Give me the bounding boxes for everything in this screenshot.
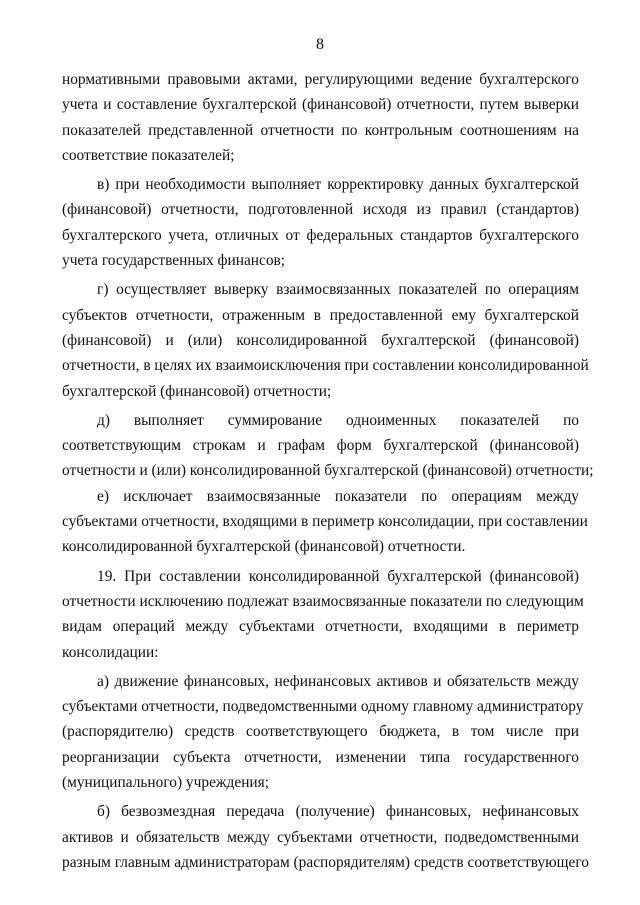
text-line: е) исключает взаимосвязанные показатели по операциям между — [97, 487, 579, 505]
text-line: а) движение финансовых, нефинансовых активов и обязательств между — [97, 672, 579, 690]
text-line: (финансовой) отчетности, подготовленной исходя из правил (стандартов) — [62, 201, 579, 219]
text-line: показателей представленной отчетности по контрольным соотношениям на — [62, 121, 579, 139]
text-line: (муниципального) учреждения; — [62, 774, 270, 792]
text-line: бухгалтерского учета, отличных от федеральных стандартов бухгалтерского — [62, 226, 579, 244]
text-line: б) безвозмездная передача (получение) финансовых, нефинансовых — [97, 803, 579, 821]
text-line: д) выполняет суммирование одноименных показателей по — [97, 411, 579, 429]
text-line: учета и составление бухгалтерской (финансовой) отчетности, путем выверки — [62, 96, 579, 114]
text-line: субъектами отчетности, входящими в периметр консолидации, при составлении — [62, 513, 588, 531]
text-line: соответствующим строкам и графам форм бухгалтерской (финансовой) — [62, 437, 579, 455]
paragraph-item-b — [62, 799, 589, 875]
text-line: видам операций между субъектами отчетности, входящими в периметр — [62, 618, 579, 636]
text-line: отчетности, в целях их взаимоисключения при составлении консолидированной — [62, 357, 589, 375]
text-line: 19. При составлении консолидированной бухгалтерской (финансовой) — [97, 567, 579, 585]
text-line: соответствие показателей; — [62, 146, 235, 164]
text-line: разным главным администраторам (распорядителям) средств соответствующего — [62, 853, 589, 871]
document-body — [62, 67, 594, 875]
page-number: 8 — [316, 36, 324, 53]
paragraph-item-a — [62, 669, 584, 795]
text-line: отчетности и (или) консолидированной бухгалтерской (финансовой) отчетности; — [62, 462, 594, 480]
text-line: реорганизации субъекта отчетности, изменении типа государственного — [62, 748, 579, 766]
text-line: субъектов отчетности, отраженным в предоставленной ему бухгалтерской — [62, 306, 579, 324]
text-line: (финансовой) и (или) консолидированной бухгалтерской (финансовой) — [62, 331, 579, 349]
text-line: (распорядителю) средств соответствующего бюджета, в том числе при — [62, 723, 579, 741]
paragraph-item-v — [62, 172, 579, 273]
text-line: субъектами отчетности, подведомственными одному главному администратору — [62, 698, 584, 716]
text-line: бухгалтерской (финансовой) отчетности; — [62, 382, 332, 400]
text-line: в) при необходимости выполняет корректировку данных бухгалтерской — [97, 176, 579, 194]
text-line: учета государственных финансов; — [62, 252, 286, 270]
paragraph-continuation — [62, 67, 579, 168]
text-line: г) осуществляет выверку взаимосвязанных показателей по операциям — [97, 281, 579, 299]
text-line: консолидированной бухгалтерской (финансовой) отчетности. — [62, 538, 466, 556]
text-line: активов и обязательств между субъектами отчетности, подведомственными — [62, 828, 579, 846]
text-line: нормативными правовыми актами, регулирующими ведение бухгалтерского — [62, 71, 579, 88]
text-line: консолидации: — [62, 643, 159, 661]
paragraph-item-e — [62, 484, 588, 560]
paragraph-section-19 — [62, 564, 584, 665]
paragraph-item-d — [62, 408, 594, 484]
paragraph-item-g — [62, 277, 589, 403]
text-line: отчетности исключению подлежат взаимосвязанные показатели по следующим — [62, 592, 584, 610]
